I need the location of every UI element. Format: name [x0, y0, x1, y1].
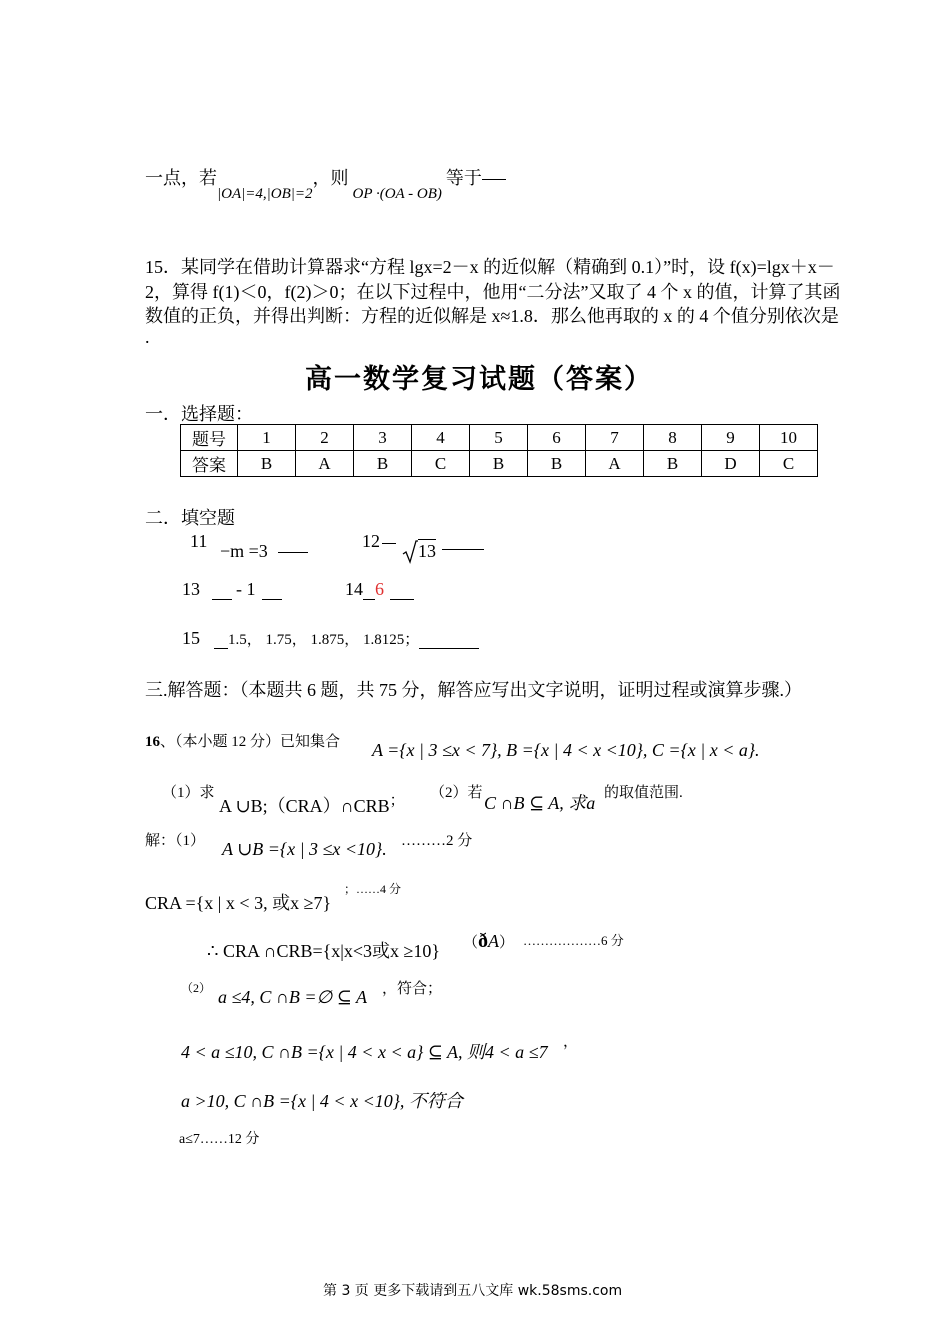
- complement-icon: ð: [478, 930, 489, 952]
- q14-expression: OP ·(OA - OB): [352, 186, 442, 202]
- section-fill-heading: 二．填空题: [145, 508, 235, 528]
- fill-12-answer: 13: [418, 541, 436, 561]
- solution-step-5-end: ，: [563, 1034, 579, 1050]
- answer-table-answer-row: [181, 451, 818, 477]
- table-cell: 6: [528, 425, 586, 451]
- table-cell: 10: [760, 425, 818, 451]
- solution-step-1: A ∪B ={x | 3 ≤x <10}.: [222, 839, 387, 859]
- solution-step-2: CRA ={x | x < 3, 或x ≥7}: [145, 893, 332, 913]
- q16-part2-suffix: 的取值范围.: [604, 785, 683, 801]
- answer-table: [180, 424, 818, 477]
- q14-prefix: 一点，若: [145, 168, 217, 188]
- solution-step-3-paren-open: （: [463, 935, 479, 951]
- fill-14-line: [345, 579, 414, 600]
- fill-15-number: 15: [182, 628, 200, 648]
- q16-label: 16: [145, 734, 160, 750]
- solution-step-3-score: ………………6 分: [523, 933, 624, 948]
- fill-12-number: 12: [362, 531, 380, 551]
- q14-condition: |OA|=4,|OB|=2: [217, 186, 313, 202]
- table-cell: A: [296, 451, 354, 477]
- table-cell: 8: [644, 425, 702, 451]
- solution-step-2-score: ；……4 分: [344, 882, 402, 896]
- solution-step-3-set: A: [488, 931, 500, 951]
- solution-step-3-paren-close: ）: [499, 935, 515, 951]
- solution-step-3-complement: [463, 930, 514, 953]
- table-cell: 3: [354, 425, 412, 451]
- solution-step-5: 4 < a ≤10, C ∩B ={x | 4 < x < a} ⊆ A, 则4 < a ≤7: [181, 1042, 548, 1062]
- table-cell: 9: [702, 425, 760, 451]
- fill-12-blank-right: [442, 549, 484, 550]
- table-cell: B: [644, 451, 702, 477]
- q16-part2: C ∩B ⊆ A, 求a: [484, 793, 596, 813]
- q16-intro-line: [145, 730, 340, 751]
- q15-line-4: .: [145, 327, 150, 347]
- q16-sets: A ={x | 3 ≤x < 7}, B ={x | 4 < x <10}, C ={x | x < a}.: [372, 740, 760, 760]
- section-choice-heading: 一．选择题：: [145, 404, 253, 424]
- table-cell: C: [412, 451, 470, 477]
- sqrt-icon: [402, 540, 418, 564]
- page-title: 高一数学复习试题（答案）: [305, 364, 653, 395]
- q16-part2-prefix: （2）若: [430, 785, 483, 801]
- solution-part2-label: （2）: [181, 981, 212, 995]
- answer-table-head-number: 题号: [181, 425, 238, 451]
- fill-12-answer-wrap: [402, 540, 436, 564]
- fill-13-blank-left: [212, 599, 232, 600]
- solution-label: 解：（1）: [145, 833, 206, 849]
- solution-step-7: a≤7……12 分: [179, 1132, 260, 1147]
- table-cell: B: [470, 451, 528, 477]
- fill-11-number: 11: [190, 531, 208, 551]
- table-cell: A: [586, 451, 644, 477]
- fill-15-blank-right: [419, 648, 479, 649]
- table-cell: D: [702, 451, 760, 477]
- q16-part1-end: ；: [389, 793, 405, 809]
- solution-step-6: a >10, C ∩B ={x | 4 < x <10}, 不符合: [181, 1091, 463, 1111]
- fill-11-answer: −m =3: [220, 541, 268, 561]
- fill-11-blank: [278, 552, 308, 553]
- fill-15-blank-left: [214, 648, 228, 649]
- solution-step-4: a ≤4, C ∩B =∅ ⊆ A: [218, 987, 367, 1007]
- q15-line-2: 2，算得 f(1)＜0，f(2)＞0；在以下过程中，他用“二分法”又取了 4 个 x 的值，计算了其函: [145, 282, 841, 302]
- section-solve-heading: 三.解答题：（本题共 6 题，共 75 分，解答应写出文字说明，证明过程或演算步骤.）: [145, 680, 802, 700]
- fill-11-answer-line: [220, 541, 308, 562]
- q14-suffix: 等于: [445, 168, 482, 188]
- fill-14-blank-left: [363, 599, 375, 600]
- q15-line-3: 数值的正负，并得出判断：方程的近似解是 x≈1.8．那么他再取的 x 的 4 个值分别依次是: [145, 306, 839, 326]
- q14-answer-blank: [482, 179, 506, 180]
- answer-table-head-answer: 答案: [181, 451, 238, 477]
- table-cell: 2: [296, 425, 354, 451]
- q14-mid: ，则: [312, 168, 349, 188]
- fill-13-number: 13: [182, 579, 200, 599]
- fill-15-line: [182, 628, 479, 649]
- table-cell: B: [238, 451, 296, 477]
- fill-13-blank-right: [262, 599, 282, 600]
- q16-part1-line: [219, 789, 405, 818]
- solution-step-4-note: ，符合；: [382, 981, 443, 997]
- q16-intro: 、（本小题 12 分）已知集合: [160, 734, 341, 750]
- fill-13-answer: - 1: [236, 579, 256, 599]
- table-cell: B: [528, 451, 586, 477]
- table-cell: 4: [412, 425, 470, 451]
- q16-part1-prefix: （1）求: [162, 785, 215, 801]
- table-cell: B: [354, 451, 412, 477]
- q16-part1: A ∪B;（CRA）∩CRB: [219, 796, 390, 816]
- fill-15-answer: 1.5， 1.75， 1.875， 1.8125；: [228, 632, 420, 648]
- fill-12-blank-left: [382, 543, 396, 544]
- table-cell: C: [760, 451, 818, 477]
- table-cell: 7: [586, 425, 644, 451]
- fill-14-answer: 6: [375, 579, 384, 599]
- table-cell: 5: [470, 425, 528, 451]
- table-cell: 1: [238, 425, 296, 451]
- fill-13-line: [182, 579, 282, 600]
- solution-step-1-score: ………2 分: [401, 833, 473, 849]
- fill-14-blank-right: [390, 599, 414, 600]
- fill-14-number: 14: [345, 579, 363, 599]
- page-footer: 第 3 页 更多下载请到五八文库 wk.58sms.com: [323, 1283, 623, 1299]
- answer-table-number-row: [181, 425, 818, 451]
- q15-line-1: 15．某同学在借助计算器求“方程 lgx=2－x 的近似解（精确到 0.1）”时，设 f(x)=lgx＋x－: [145, 257, 835, 277]
- solution-step-3: ∴ CRA ∩CRB={x|x<3或x ≥10}: [207, 941, 441, 961]
